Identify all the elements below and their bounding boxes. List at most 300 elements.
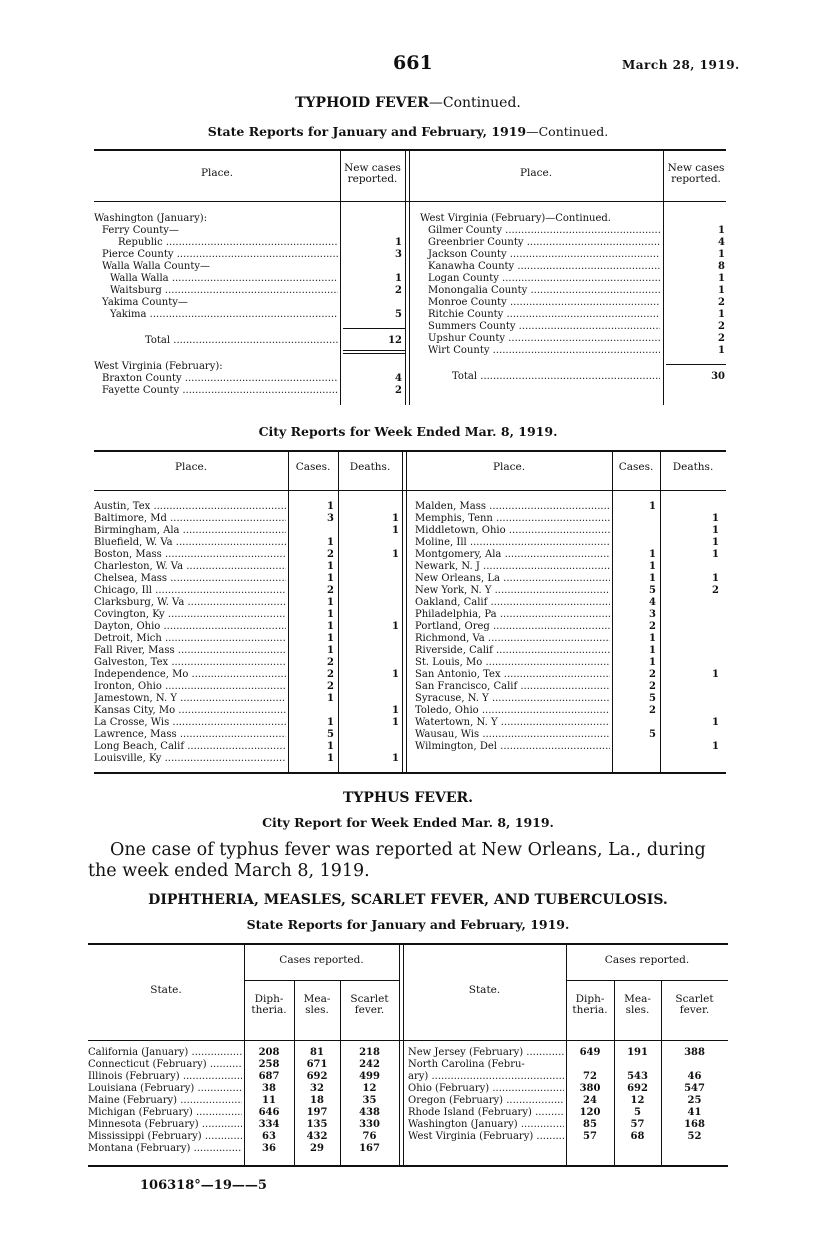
dmst-col-meas-right: Mea- sles. (624, 993, 651, 1016)
table-cell-value: 1 (395, 237, 402, 248)
table-cell-value: 57 (630, 1119, 645, 1130)
table-cell-value: 2 (395, 385, 402, 396)
table-cell-value: 5 (649, 693, 656, 704)
table-cell-value: 1 (327, 633, 334, 644)
table-cell-value (338, 609, 399, 621)
table-row-label: Yakima County— (102, 297, 188, 308)
table-row-label: Toledo, Ohio ..... (415, 705, 610, 717)
table-row-label: Wilmington, Del ..... (415, 741, 610, 753)
table-row-label: Montgomery, Ala ..... (415, 549, 610, 561)
table-row-label: Baltimore, Md ..... (94, 513, 286, 525)
table-cell-value: 1 (718, 285, 725, 296)
table-row-label: Clarksburg, W. Va ..... (94, 597, 286, 609)
table-cell-value: 543 (627, 1071, 648, 1082)
table-cell-value: 1 (327, 693, 334, 704)
table-row-label: Ritchie County ..... (420, 309, 660, 321)
col-rule (403, 945, 404, 1165)
table-cell-value: 72 (583, 1071, 597, 1082)
table-row-label: Oregon (February) ..... (408, 1095, 564, 1107)
table-row-label: New Jersey (February) ..... (408, 1047, 564, 1059)
table-row-label: Syracuse, N. Y ..... (415, 693, 610, 705)
table-cell-value: 2 (395, 285, 402, 296)
dmst-col-diph: Diph- theria. (251, 993, 287, 1016)
table-cell-value (338, 657, 399, 669)
table-row-label: Philadelphia, Pa ..... (415, 609, 610, 621)
city-col-cases-right: Cases. (618, 461, 654, 473)
table-cell-value: 1 (327, 621, 334, 632)
table-cell-value: 1 (718, 345, 725, 356)
table-row-label: Washington (January) ..... (408, 1119, 564, 1131)
table-cell-value: 5 (649, 585, 656, 596)
typhoid-top-rule (94, 149, 726, 151)
total-rule (666, 364, 726, 365)
total-rule (343, 353, 405, 354)
table-row-label: Portland, Oreg ..... (415, 621, 610, 633)
table-cell-value (338, 537, 399, 549)
table-cell-value: 334 (258, 1119, 280, 1130)
city-col-deaths: Deaths. (349, 461, 391, 473)
table-cell-value: 218 (359, 1047, 380, 1058)
table-cell-value: 3 (649, 609, 656, 620)
table-cell-value (338, 561, 399, 573)
table-row-label: Yakima ..... (94, 309, 338, 321)
table-cell-value (612, 513, 656, 525)
table-cell-value: 2 (649, 669, 656, 680)
typhoid-right-total: Total ..... (452, 371, 660, 383)
table-row-label: Jamestown, N. Y ..... (94, 693, 286, 705)
city-right-deaths (660, 501, 719, 753)
dmst-col-state: State. (150, 984, 182, 996)
table-cell-value (338, 681, 399, 693)
typhoid-right-places (420, 213, 660, 357)
table-cell-value (338, 573, 399, 585)
table-cell-value: 1 (712, 669, 719, 680)
table-cell-value: 2 (327, 681, 334, 692)
table-cell-value: 1 (649, 657, 656, 668)
table-cell-value: 1 (327, 501, 334, 512)
table-cell-value: 1 (392, 753, 399, 764)
table-cell-value: 68 (630, 1131, 645, 1142)
typhoid-left-places-2 (94, 361, 338, 397)
city-head-rule (94, 490, 726, 491)
table-cell-value: 1 (327, 609, 334, 620)
table-row-label: Oakland, Calif ..... (415, 597, 610, 609)
table-row-label: Memphis, Tenn ..... (415, 513, 610, 525)
total-rule (343, 350, 405, 351)
table-row-label: Austin, Tex ..... (94, 501, 286, 513)
table-cell-value: 1 (392, 717, 399, 728)
table-cell-value: 2 (718, 321, 725, 332)
table-cell-value: 12 (362, 1083, 377, 1094)
table-row-label: ary) ..... (408, 1071, 564, 1083)
dmst-col-cases-reported-right: Cases reported. (604, 954, 690, 966)
typhoid-subtitle: State Reports for January and February, 1919—Continued. (207, 124, 609, 139)
table-cell-value: 85 (583, 1119, 597, 1130)
table-cell-value: 1 (712, 741, 719, 752)
page-number: 661 (393, 52, 433, 74)
table-row-label: West Virginia (February): (94, 361, 223, 372)
table-row-label: New Orleans, La ..... (415, 573, 610, 585)
table-cell-value: 1 (392, 621, 399, 632)
table-cell-value: 1 (649, 501, 656, 512)
table-cell-value (566, 1059, 614, 1071)
table-row-label: Ohio (February) ..... (408, 1083, 564, 1095)
table-cell-value: 35 (362, 1095, 377, 1106)
table-cell-value: 2 (718, 297, 725, 308)
table-row-label: Chelsea, Mass ..... (94, 573, 286, 585)
table-row-label: Logan County ..... (420, 273, 660, 285)
typhoid-col-place: Place. (200, 167, 234, 179)
table-cell-value (660, 729, 719, 741)
table-row-label: Chicago, Ill ..... (94, 585, 286, 597)
table-cell-value (338, 693, 399, 705)
table-row-label: Mississippi (February) ..... (88, 1131, 242, 1143)
table-row-label: Walla Walla ..... (94, 273, 338, 285)
footer-code: 106318°—19——5 (140, 1178, 267, 1193)
table-row-label: Upshur County ..... (420, 333, 660, 345)
dmst-right-scar (661, 1047, 728, 1143)
dmst-right-states (408, 1047, 564, 1143)
table-cell-value: 167 (359, 1143, 380, 1154)
table-cell-value (338, 597, 399, 609)
city-col-deaths-right: Deaths. (672, 461, 714, 473)
table-row-label: Montana (February) ..... (88, 1143, 242, 1155)
table-cell-value: 646 (258, 1107, 280, 1118)
dmst-title: DIPHTHERIA, MEASLES, SCARLET FEVER, AND TUBERCULOSIS. (148, 892, 668, 908)
typhoid-title: TYPHOID FEVER—Continued. (295, 95, 521, 111)
city-left-cases (288, 501, 334, 765)
table-cell-value: 24 (583, 1095, 597, 1106)
table-row-label: Gilmer County ..... (420, 225, 660, 237)
dmst-right-diph (566, 1047, 614, 1143)
table-row-label: Middletown, Ohio ..... (415, 525, 610, 537)
table-cell-value: 1 (327, 753, 334, 764)
table-cell-value: 432 (306, 1131, 328, 1142)
table-cell-value: 1 (327, 597, 334, 608)
table-cell-value: 2 (712, 585, 719, 596)
table-cell-value (338, 585, 399, 597)
table-cell-value (288, 705, 334, 717)
dmst-left-diph (244, 1047, 294, 1155)
table-cell-value: 76 (362, 1131, 377, 1142)
table-cell-value: 41 (687, 1107, 702, 1118)
table-row-label: Ferry County— (102, 225, 179, 236)
table-cell-value (338, 633, 399, 645)
table-cell-value: 4 (395, 373, 402, 384)
dmst-col-scar-right: Scarlet fever. (675, 993, 714, 1016)
table-cell-value: 1 (327, 537, 334, 548)
table-row-label: Wirt County ..... (420, 345, 660, 357)
table-cell-value: 36 (262, 1143, 276, 1154)
table-cell-value: 120 (579, 1107, 601, 1118)
table-row-label: Louisville, Ky ..... (94, 753, 286, 765)
table-cell-value: 2 (327, 657, 334, 668)
table-cell-value: 1 (718, 249, 725, 260)
table-cell-value: 1 (649, 573, 656, 584)
table-cell-value: 1 (392, 705, 399, 716)
table-cell-value: 29 (310, 1143, 324, 1154)
table-row-label: West Virginia (February)—Continued. (420, 213, 611, 224)
table-row-label: Long Beach, Calif ..... (94, 741, 286, 753)
table-cell-value: 438 (359, 1107, 380, 1118)
table-cell-value (660, 705, 719, 717)
table-cell-value (660, 693, 719, 705)
table-cell-value: 242 (359, 1059, 380, 1070)
table-row-label: Monongalia County ..... (420, 285, 660, 297)
table-row-label: Moline, Ill ..... (415, 537, 610, 549)
dmst-bottom-rule (88, 1165, 728, 1167)
table-cell-value: 380 (579, 1083, 601, 1094)
table-row-label: New York, N. Y ..... (415, 585, 610, 597)
table-cell-value (660, 609, 719, 621)
typhoid-left-cases-2 (340, 361, 402, 397)
table-row-label: Kanawha County ..... (420, 261, 660, 273)
table-cell-value: 499 (359, 1071, 380, 1082)
table-cell-value (340, 225, 402, 237)
typhoid-left-places (94, 213, 338, 321)
table-row-label: Waitsburg ..... (94, 285, 338, 297)
typhus-title: TYPHUS FEVER. (342, 790, 473, 806)
table-row-label: Richmond, Va ..... (415, 633, 610, 645)
dmst-col-scar: Scarlet fever. (350, 993, 389, 1016)
table-cell-value (612, 525, 656, 537)
table-cell-value: 388 (684, 1047, 705, 1058)
table-cell-value: 1 (327, 561, 334, 572)
table-cell-value: 81 (310, 1047, 324, 1058)
typhoid-col-place-right: Place. (519, 167, 553, 179)
table-cell-value: 2 (327, 669, 334, 680)
table-row-label: North Carolina (Febru- (408, 1059, 525, 1070)
table-cell-value: 5 (649, 729, 656, 740)
table-cell-value (661, 1059, 728, 1071)
table-row-label: St. Louis, Mo ..... (415, 657, 610, 669)
table-cell-value: 687 (258, 1071, 280, 1082)
table-cell-value (660, 597, 719, 609)
typhoid-left-total-value: 12 (388, 335, 402, 346)
table-cell-value: 208 (258, 1047, 280, 1058)
table-cell-value: 1 (327, 573, 334, 584)
table-cell-value: 1 (392, 525, 399, 536)
table-cell-value (288, 525, 334, 537)
dmst-subhead-rule (244, 980, 400, 981)
typhoid-col-new-cases-right: New cases reported. (667, 162, 725, 185)
table-cell-value: 1 (327, 645, 334, 656)
table-row-label: Fayette County ..... (94, 385, 338, 397)
table-cell-value: 1 (718, 309, 725, 320)
table-row-label: Bluefield, W. Va ..... (94, 537, 286, 549)
table-cell-value: 1 (392, 513, 399, 524)
dmst-col-state-right: State. (468, 984, 501, 996)
table-cell-value: 52 (687, 1131, 702, 1142)
table-cell-value: 2 (649, 705, 656, 716)
table-cell-value: 191 (627, 1047, 648, 1058)
city-col-cases: Cases. (295, 461, 331, 473)
table-cell-value: 1 (718, 273, 725, 284)
dmst-left-meas (294, 1047, 340, 1155)
typhus-subtitle: City Report for Week Ended Mar. 8, 1919. (262, 815, 554, 830)
table-cell-value: 2 (327, 585, 334, 596)
table-row-label: Louisiana (February) ..... (88, 1083, 242, 1095)
table-row-label: Charleston, W. Va ..... (94, 561, 286, 573)
table-row-label: Lawrence, Mass ..... (94, 729, 286, 741)
table-cell-value: 11 (262, 1095, 276, 1106)
table-row-label: Connecticut (February) ..... (88, 1059, 242, 1071)
table-cell-value: 2 (649, 621, 656, 632)
table-cell-value (338, 645, 399, 657)
table-row-label: Republic ..... (94, 237, 338, 249)
table-cell-value: 1 (649, 645, 656, 656)
table-cell-value: 3 (327, 513, 334, 524)
city-bottom-rule (94, 772, 726, 774)
table-cell-value: 1 (649, 633, 656, 644)
table-row-label: Boston, Mass ..... (94, 549, 286, 561)
table-cell-value: 4 (718, 237, 725, 248)
table-row-label: Watertown, N. Y ..... (415, 717, 610, 729)
table-cell-value: 330 (359, 1119, 380, 1130)
table-cell-value: 32 (310, 1083, 324, 1094)
dmst-head-rule (88, 1040, 728, 1041)
col-rule (399, 945, 400, 1165)
table-cell-value (340, 361, 402, 373)
table-cell-value (660, 501, 719, 513)
dmst-col-diph-right: Diph- theria. (572, 993, 608, 1016)
dmst-top-rule (88, 943, 728, 945)
table-cell-value (660, 681, 719, 693)
typhoid-head-rule (94, 201, 726, 202)
typhus-paragraph: One case of typhus fever was reported at New Orleans, La., during the week ended March 8, 1919. (88, 840, 706, 881)
table-cell-value: 1 (395, 273, 402, 284)
table-row-label: Independence, Mo ..... (94, 669, 286, 681)
table-row-label: Fall River, Mass ..... (94, 645, 286, 657)
table-row-label: Minnesota (February) ..... (88, 1119, 242, 1131)
city-col-place: Place. (174, 461, 208, 473)
table-cell-value: 1 (327, 741, 334, 752)
table-cell-value (338, 729, 399, 741)
table-row-label: Birmingham, Ala ..... (94, 525, 286, 537)
table-cell-value: 3 (395, 249, 402, 260)
page-date: March 28, 1919. (622, 58, 740, 72)
table-cell-value: 1 (712, 513, 719, 524)
table-row-label: Riverside, Calif ..... (415, 645, 610, 657)
typhoid-left-total: Total ..... (145, 335, 338, 347)
table-cell-value: 692 (306, 1071, 328, 1082)
table-row-label: San Antonio, Tex ..... (415, 669, 610, 681)
dmst-left-states (88, 1047, 242, 1155)
table-cell-value (612, 717, 656, 729)
table-cell-value: 4 (649, 597, 656, 608)
table-cell-value: 547 (684, 1083, 705, 1094)
table-row-label: Ironton, Ohio ..... (94, 681, 286, 693)
table-row-label: Pierce County ..... (94, 249, 338, 261)
table-row-label: La Crosse, Wis ..... (94, 717, 286, 729)
table-cell-value: 57 (583, 1131, 597, 1142)
dmst-subhead-rule (567, 980, 728, 981)
table-cell-value: 2 (718, 333, 725, 344)
table-row-label: Michigan (February) ..... (88, 1107, 242, 1119)
table-cell-value: 1 (392, 549, 399, 560)
table-cell-value: 671 (306, 1059, 328, 1070)
dmst-col-meas: Mea- sles. (303, 993, 331, 1016)
table-cell-value: 8 (718, 261, 725, 272)
typhoid-left-cases (340, 213, 402, 321)
city-right-places (415, 501, 610, 753)
table-cell-value: 1 (712, 717, 719, 728)
city-right-cases (612, 501, 656, 753)
table-cell-value: 649 (579, 1047, 601, 1058)
table-row-label: West Virginia (February) ..... (408, 1131, 564, 1143)
table-cell-value: 135 (306, 1119, 328, 1130)
table-row-label: California (January) ..... (88, 1047, 242, 1059)
table-cell-value (660, 657, 719, 669)
table-cell-value: 5 (327, 729, 334, 740)
typhoid-right-total-value: 30 (711, 371, 725, 382)
table-row-label: Wausau, Wis ..... (415, 729, 610, 741)
table-row-label: Jackson County ..... (420, 249, 660, 261)
table-row-label: Kansas City, Mo ..... (94, 705, 286, 717)
table-row-label: San Francisco, Calif ..... (415, 681, 610, 693)
table-row-label: Detroit, Mich ..... (94, 633, 286, 645)
table-row-label: Summers County ..... (420, 321, 660, 333)
table-cell-value: 197 (306, 1107, 328, 1118)
table-cell-value (340, 297, 402, 309)
table-row-label: Illinois (February) ..... (88, 1071, 242, 1083)
table-row-label: Walla Walla County— (102, 261, 211, 272)
table-cell-value: 168 (684, 1119, 705, 1130)
table-cell-value (614, 1059, 661, 1071)
dmst-subtitle: State Reports for January and February, 1919. (246, 917, 570, 932)
table-cell-value: 1 (649, 561, 656, 572)
total-rule (343, 328, 405, 329)
typhoid-right-cases (663, 213, 725, 357)
city-top-rule (94, 450, 726, 452)
table-cell-value (660, 621, 719, 633)
table-cell-value (612, 741, 656, 753)
table-row-label: Greenbrier County ..... (420, 237, 660, 249)
table-cell-value: 12 (630, 1095, 645, 1106)
table-cell-value: 38 (262, 1083, 276, 1094)
col-rule (409, 151, 410, 405)
table-row-label: Dayton, Ohio ..... (94, 621, 286, 633)
table-cell-value (660, 645, 719, 657)
table-row-label: Rhode Island (February) ..... (408, 1107, 564, 1119)
table-cell-value (612, 537, 656, 549)
table-row-label: Newark, N. J ..... (415, 561, 610, 573)
table-cell-value: 1 (712, 525, 719, 536)
table-row-label: Washington (January): (94, 213, 208, 224)
col-rule (405, 151, 406, 405)
table-row-label: Covington, Ky ..... (94, 609, 286, 621)
table-cell-value: 2 (327, 549, 334, 560)
table-cell-value (340, 261, 402, 273)
table-cell-value: 63 (262, 1131, 276, 1142)
table-row-label: Braxton County ..... (94, 373, 338, 385)
table-cell-value: 1 (649, 549, 656, 560)
table-cell-value: 18 (310, 1095, 324, 1106)
table-cell-value: 5 (634, 1107, 641, 1118)
table-cell-value: 1 (718, 225, 725, 236)
col-rule (406, 452, 407, 772)
table-cell-value: 25 (687, 1095, 702, 1106)
city-left-deaths (338, 501, 399, 765)
table-cell-value: 1 (392, 669, 399, 680)
city-left-places (94, 501, 286, 765)
table-row-label: Maine (February) ..... (88, 1095, 242, 1107)
table-cell-value (660, 633, 719, 645)
table-cell-value: 1 (327, 717, 334, 728)
table-row-label: Galveston, Tex ..... (94, 657, 286, 669)
table-cell-value (338, 741, 399, 753)
table-cell-value: 1 (712, 573, 719, 584)
